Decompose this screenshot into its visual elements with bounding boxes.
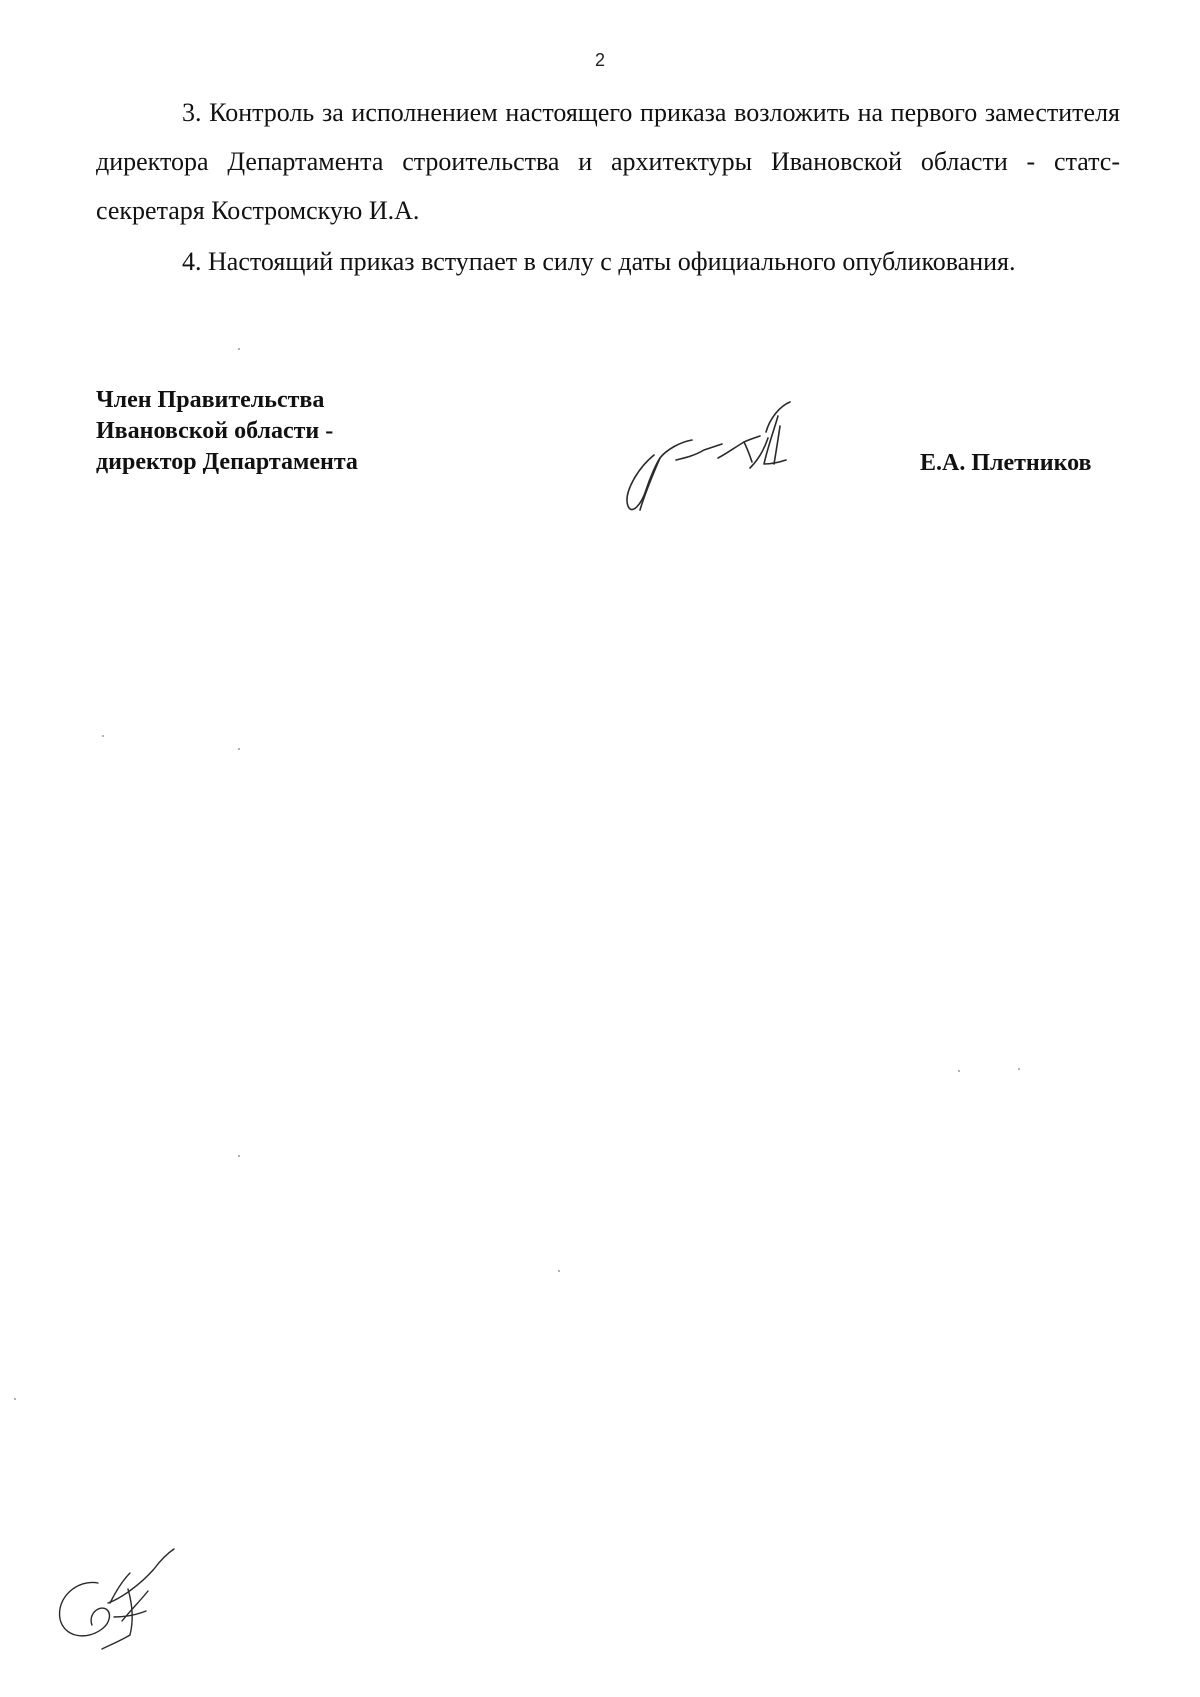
scan-speck: [14, 1398, 16, 1400]
signatory-title: [96, 385, 358, 478]
handwritten-signature: [618, 398, 858, 528]
signer-name: Е.А. Плетников: [920, 450, 1092, 476]
scan-speck: [1018, 1068, 1020, 1070]
scan-speck: [958, 1070, 960, 1072]
signatory-title-line-1: Член Правительства: [96, 387, 325, 413]
paragraph-4: 4. Настоящий приказ вступает в силу с даты официального опубликования.: [182, 247, 1016, 276]
signatory-title-line-2: Ивановской области -: [96, 418, 334, 444]
scan-speck: [558, 1270, 560, 1272]
handwritten-initials: [50, 1545, 200, 1655]
scan-speck: [238, 348, 240, 350]
paragraph-3: 3. Контроль за исполнением настоящего приказа возложить на первого заместителя директора Департамента строительства и архитектуры Ивановской области - статс-секретаря Костромскую И.А.: [96, 98, 1120, 225]
scan-speck: [102, 735, 104, 737]
scan-speck: [238, 1155, 240, 1157]
document-body: [96, 88, 1120, 286]
scan-speck: [238, 748, 240, 750]
page-number: 2: [594, 50, 605, 70]
signatory-title-line-3: директор Департамента: [96, 449, 358, 475]
